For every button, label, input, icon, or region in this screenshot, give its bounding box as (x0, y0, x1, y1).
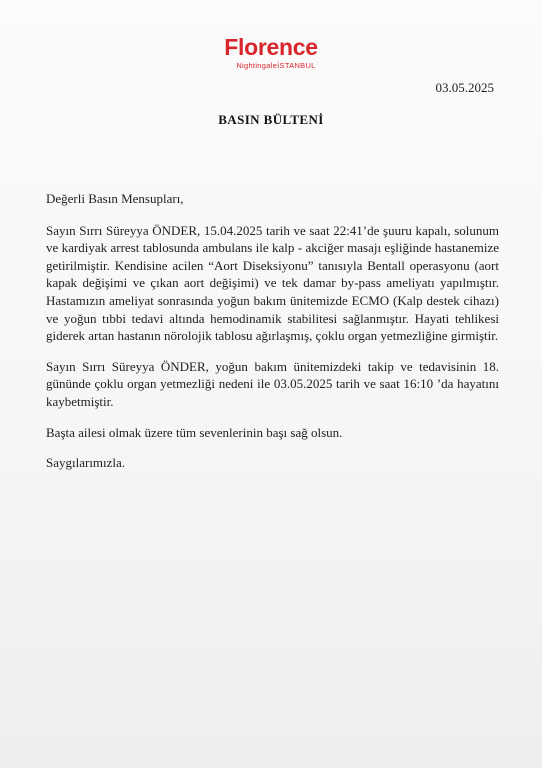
logo-subtitle: NightingaleİSTANBUL (236, 61, 316, 70)
closing: Saygılarımızla. (46, 455, 126, 471)
greeting: Değerli Basın Mensupları, (46, 191, 184, 206)
paragraph-2: Sayın Sırrı Süreyya ÖNDER, yoğun bakım ünitemizdeki takip ve tedavisinin 18. gününde çoklu organ yetmezliği nedeni ile 03.05.2025 tarih ve saat 16:10 ’da hayatını kaybetmiştir. (46, 358, 499, 409)
document-title: BASIN BÜLTENİ (218, 112, 324, 127)
paragraph-3: Başta ailesi olmak üzere tüm sevenlerinin başı sağ olsun. (46, 424, 343, 440)
hospital-logo (0, 34, 542, 70)
logo-wordmark: Florence (224, 34, 318, 60)
paragraph-1: Sayın Sırrı Süreyya ÖNDER, 15.04.2025 tarih ve saat 22:41’de şuuru kapalı, solunum ve kardiyak arrest tablosunda ambulans ile kalp - akciğer masajı eşliğinde hastanemize getirilmiştir. Kendisine acilen “Aort Diseksiyonu” tanısıyla Bentall operasyonu (aort kapak değişimi ve çıkan aort değişimi) ve tek damar by-pass ameliyatı yapılmıştır. Hastamızın ameliyat sonrasında yoğun bakım ünitemizde ECMO (Kalp destek cihazı) ve yoğun tıbbi tedavi altında hemodinamik stabilitesi sağlanmıştır. Hayati tehlikesi giderek artan hastanın nörolojik tablosu ağırlaşmış, çoklu organ yetmezliğine girmiştir. (46, 222, 499, 344)
document-date: 03.05.2025 (435, 80, 494, 95)
letter-body (46, 190, 499, 472)
